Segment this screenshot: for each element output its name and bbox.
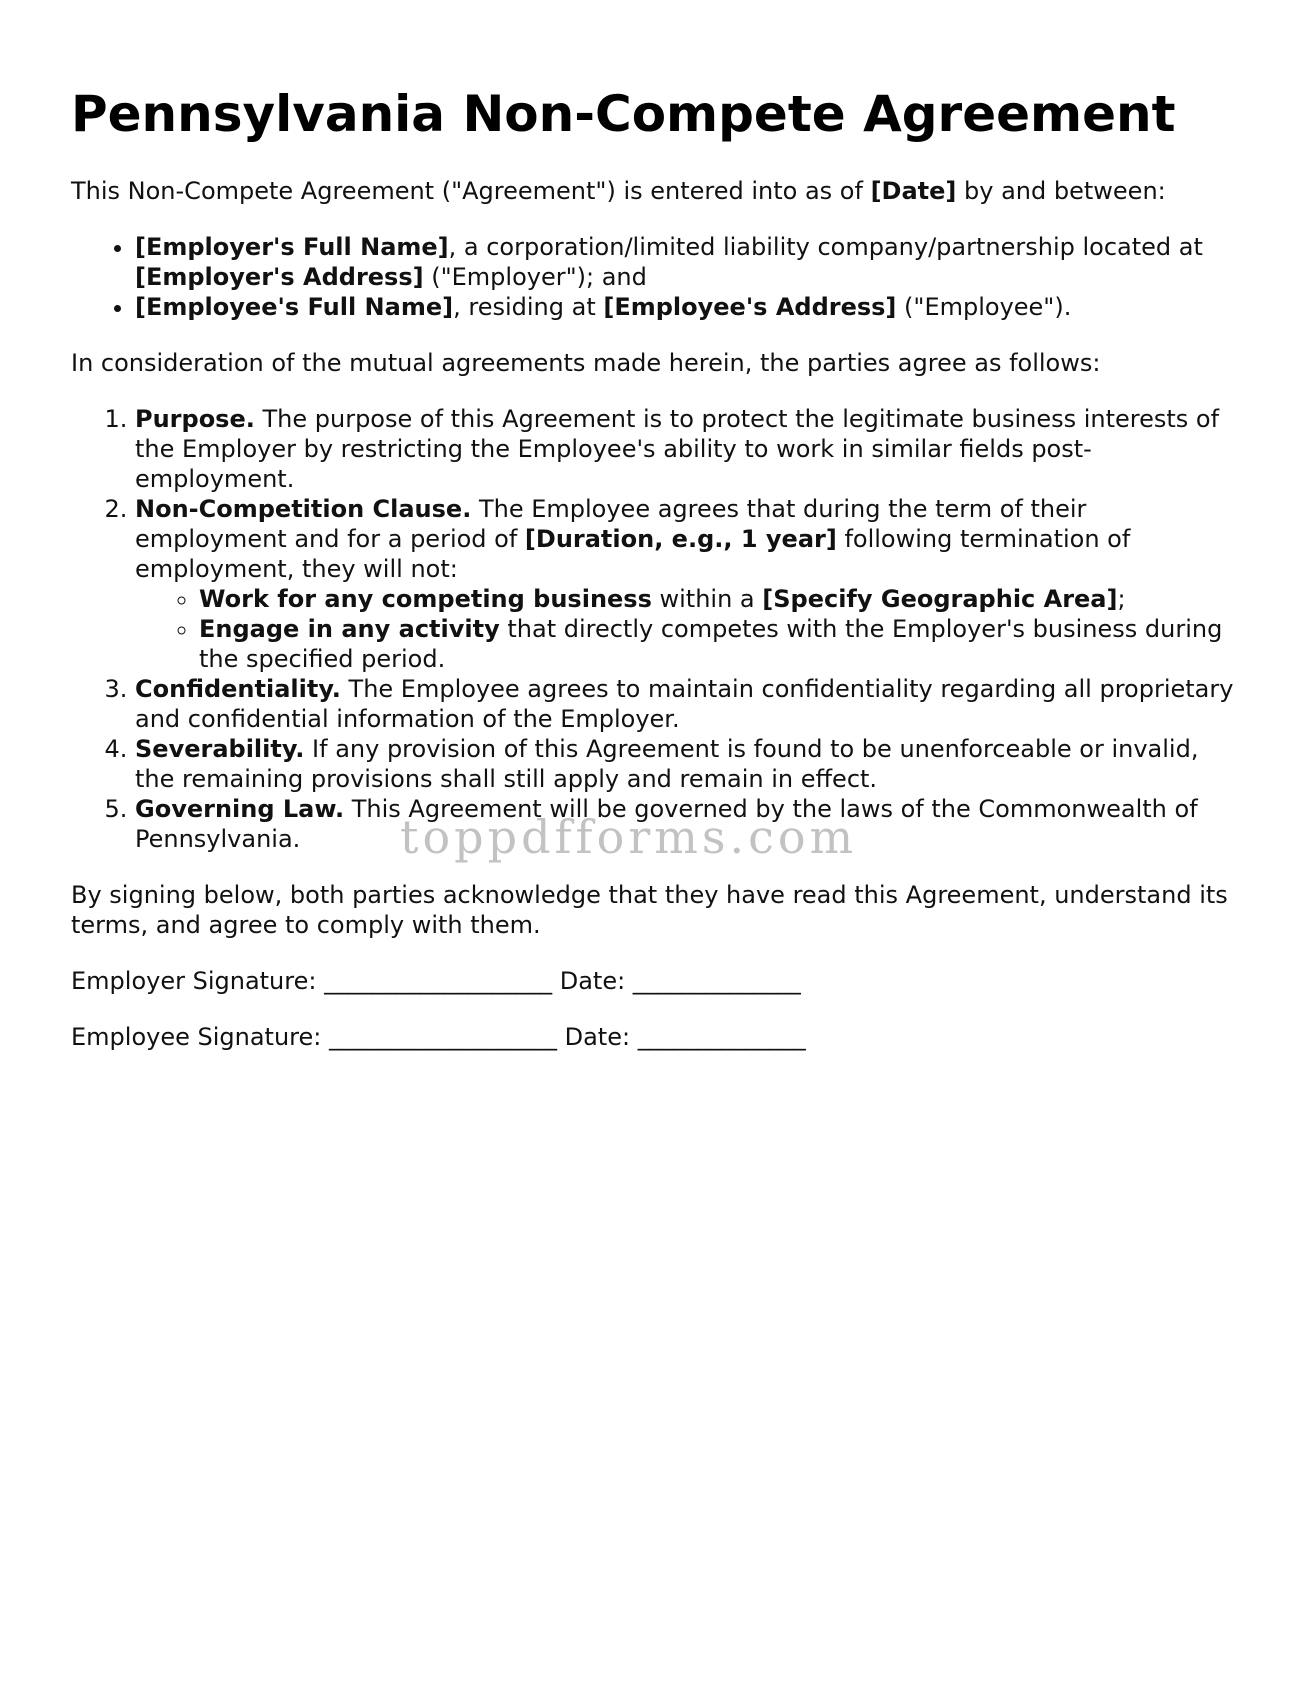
- term-heading: Purpose.: [135, 405, 255, 433]
- employee-role: ("Employee").: [896, 293, 1072, 321]
- parties-list: [71, 232, 1241, 322]
- term-non-competition: [135, 494, 1241, 674]
- term-text: This Agreement will be governed by the laws of the Commonwealth of Pennsylvania.: [135, 795, 1198, 853]
- employee-name-placeholder: [Employee's Full Name]: [135, 293, 454, 321]
- consideration-paragraph: In consideration of the mutual agreements made herein, the parties agree as follows:: [71, 349, 1101, 377]
- term-heading: Non-Competition Clause.: [135, 495, 472, 523]
- restriction-item: [199, 614, 1241, 674]
- restriction-bold: Work for any competing business: [199, 585, 652, 613]
- restriction-mid: within a: [651, 585, 763, 613]
- date-placeholder: [Date]: [870, 177, 957, 205]
- term-heading: Severability.: [135, 735, 305, 763]
- document-title: Pennsylvania Non-Compete Agreement: [71, 85, 1176, 143]
- restriction-post: ;: [1117, 585, 1126, 613]
- document-page: [71, 84, 1241, 1078]
- intro-text-post: by and between:: [956, 177, 1166, 205]
- intro-text-pre: This Non-Compete Agreement ("Agreement") is entered into as of: [71, 177, 871, 205]
- employer-name-placeholder: [Employer's Full Name]: [135, 233, 449, 261]
- employee-address-placeholder: [Employee's Address]: [603, 293, 897, 321]
- term-governing-law: [135, 794, 1241, 854]
- employee-desc: , residing at: [453, 293, 604, 321]
- employee-signature-line[interactable]: Employee Signature: ___________________ Date: ______________: [71, 1023, 806, 1051]
- restrictions-list: [135, 584, 1241, 674]
- term-text: If any provision of this Agreement is found to be unenforceable or invalid, the remaining provisions shall still apply and remain in effect.: [135, 735, 1199, 793]
- term-text: The purpose of this Agreement is to protect the legitimate business interests of the Employer by restricting the Employee's ability to work in similar fields post-employment.: [135, 405, 1220, 493]
- employer-desc: , a corporation/limited liability company/partnership located at: [448, 233, 1203, 261]
- employer-signature-line[interactable]: Employer Signature: ___________________ Date: ______________: [71, 967, 801, 995]
- restriction-item: [199, 584, 1241, 614]
- term-text: The Employee agrees to maintain confidentiality regarding all proprietary and confidential information of the Employer.: [135, 675, 1234, 733]
- employer-address-placeholder: [Employer's Address]: [135, 263, 424, 291]
- terms-list: [71, 404, 1241, 854]
- acknowledgment-paragraph: By signing below, both parties acknowledge that they have read this Agreement, understand its terms, and agree to comply with them.: [71, 881, 1228, 939]
- term-heading: Governing Law.: [135, 795, 345, 823]
- employer-role: ("Employer"); and: [423, 263, 647, 291]
- term-confidentiality: [135, 674, 1241, 734]
- watermark: toppdfforms.com: [400, 810, 858, 864]
- geographic-area-placeholder: [Specify Geographic Area]: [762, 585, 1118, 613]
- intro-paragraph: [71, 176, 1241, 206]
- term-severability: [135, 734, 1241, 794]
- term-text-post: following termination of employment, they will not:: [135, 525, 1131, 583]
- term-purpose: [135, 404, 1241, 494]
- term-heading: Confidentiality.: [135, 675, 341, 703]
- party-employer: [135, 232, 1241, 292]
- duration-placeholder: [Duration, e.g., 1 year]: [524, 525, 837, 553]
- restriction-bold: Engage in any activity: [199, 615, 500, 643]
- restriction-text: that directly competes with the Employer's business during the specified period.: [199, 615, 1223, 673]
- party-employee: [135, 292, 1241, 322]
- term-text-pre: The Employee agrees that during the term of their employment and for a period of: [135, 495, 1087, 553]
